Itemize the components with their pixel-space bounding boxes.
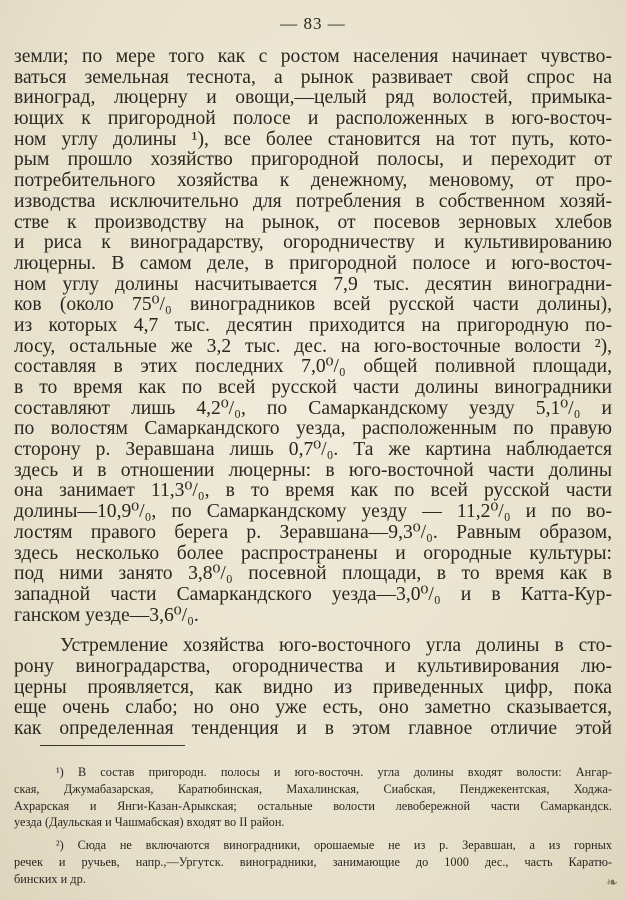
text-line: лосу, остальные же 3,2 тыс. дес. на юго-восточные волости ²),	[14, 336, 612, 357]
text-line: в то время как по всей русской части долины виноградники	[14, 378, 612, 398]
text-line: и риса к виноградарству, огородничеству и культивированию	[14, 233, 612, 254]
text-line: под ними занято 3,8⁰/₀ посевной площади, в то время как в	[14, 564, 612, 585]
text-line: ваться земельная теснота, а рынок развивает свой спрос на	[14, 67, 612, 88]
text-line: из которых 4,7 тыс. десятин приходится на пригородную по-	[14, 315, 612, 336]
footnote-line: бинских и др.	[14, 871, 86, 886]
text-line: стве к производству на рынок, от посевов зерновых хлебов	[14, 212, 612, 233]
footnote-separator	[40, 745, 185, 746]
footnote-line: Ахрарская и Янги-Казан-Арыкская; остальные волости левобережной части Самаркандск.	[14, 798, 612, 813]
text-line: еще очень слабо; но оно уже есть, оно заметно сказывается,	[14, 698, 612, 719]
text-line: долины—10,9⁰/₀, по Самаркандскому уезду — 11,2⁰/₀ и по во-	[14, 502, 612, 523]
text-line: западной части Самаркандского уезда—3,0⁰/₀ и в Катта-Кур-	[14, 584, 612, 605]
footnote-line: уезда (Даульская и Чашмабская) входят во II район.	[14, 815, 285, 830]
text-line: Устремление хозяйства юго-восточного угла долины в сто-	[60, 636, 612, 657]
footnotes	[14, 764, 612, 888]
page-number: — 83 —	[280, 14, 346, 33]
text-line: земли; по мере того как с ростом населения начинает чувство-	[14, 47, 612, 67]
footnote-line: ¹) В состав пригородн. полосы и юго-восточн. угла долины входят волости: Ангар-	[56, 765, 612, 779]
text-line: потребительного хозяйства к денежному, меновому, от про-	[14, 171, 612, 192]
text-line: составляют лишь 4,2⁰/₀, по Самаркандскому уезду 5,1⁰/₀ и	[14, 398, 612, 419]
footnote-line: ²) Сюда не включаются виноградники, орошаемые не из р. Зеравшан, а из горных	[56, 838, 612, 853]
text-line: как определенная тенденция и в этом главное отличие этой	[14, 719, 612, 739]
text-line: составляя в этих последних 7,0⁰/₀ общей поливной площади,	[14, 357, 612, 378]
text-line: рым прошло хозяйство пригородной полосы, и переходит от	[14, 150, 612, 171]
text-line: сторону р. Зеравшана лишь 0,7⁰/₀. Та же картина наблюдается	[14, 440, 612, 461]
text-line: виноград, люцерну и овощи,—целый ряд волостей, примыка-	[14, 88, 612, 109]
text-line: ном углу долины ¹), все более становится на тот путь, кото-	[14, 129, 612, 150]
text-line: лостям правого берега р. Зеравшана—9,3⁰/₀. Равным образом,	[14, 522, 612, 543]
footnote-line: речек и ручьев, напр.,—Ургутск. виноградники, занимающие до 1000 дес., часть Каратю-	[14, 854, 612, 869]
text-line: церны проявляется, как видно из приведенных цифр, пока	[14, 677, 612, 698]
text-line: ков (около 75⁰/₀ виноградников всей русской части долины),	[14, 295, 612, 316]
text-line: здесь и в отношении люцерны: в юго-восточной части долины	[14, 460, 612, 481]
paragraph-gap	[14, 626, 612, 636]
text-line: здесь несколько более распространены и огородные культуры:	[14, 543, 612, 564]
text-line: ном углу долины насчитывается 7,9 тыс. десятин виноградни-	[14, 274, 612, 295]
text-line: изводства исключительно для потребления в собственном хозяй-	[14, 191, 612, 212]
footnote-line: ская, Джумабазарская, Каратюбинская, Махалинская, Сиабская, Пенджекентская, Ходжа-	[14, 781, 612, 796]
text-line: рону виноградарства, огородничества и культивирования лю-	[14, 656, 612, 677]
corner-mark-icon: ❧	[606, 876, 618, 891]
text-line: по волостям Самаркандского уезда, расположенным по правую	[14, 419, 612, 440]
body-text	[14, 47, 612, 740]
text-line: люцерны. В самом деле, в пригородной полосе и юго-восточ-	[14, 253, 612, 274]
text-line: ганском уезде—3,6⁰/₀.	[14, 605, 199, 626]
text-line: она занимает 11,3⁰/₀, в то время как по всей русской части	[14, 481, 612, 502]
text-line: ющих к пригородной полосе и расположенных в юго-восточ-	[14, 109, 612, 130]
